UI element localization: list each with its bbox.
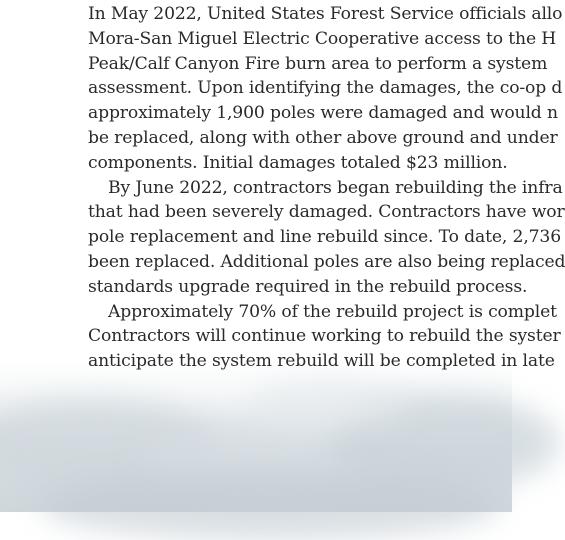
- text-line: Mora-San Miguel Electric Cooperative access to the H: [88, 28, 557, 49]
- sky-cloud: [250, 380, 410, 430]
- text-line: pole replacement and line rebuild since. To date, 2,736: [88, 227, 561, 248]
- paragraph-1: [88, 2, 563, 176]
- text-line: approximately 1,900 poles were damaged and would n: [88, 103, 558, 124]
- text-line: been replaced. Additional poles are also being replaced: [88, 251, 565, 272]
- article-body: [88, 2, 565, 374]
- text-line: Contractors will continue working to rebuild the syster: [88, 326, 561, 347]
- text-line: standards upgrade required in the rebuild process.: [88, 276, 528, 297]
- text-line: Peak/Calf Canyon Fire burn area to perform a system: [88, 53, 548, 74]
- text-line: assessment. Upon identifying the damages, the co-op d: [88, 78, 563, 99]
- text-line: Approximately 70% of the rebuild project is complet: [108, 301, 557, 322]
- paragraph-3: [88, 300, 561, 374]
- text-line: that had been severely damaged. Contractors have wor: [88, 202, 565, 223]
- text-line: anticipate the system rebuild will be completed in late: [88, 351, 555, 372]
- text-line: By June 2022, contractors began rebuilding the infra: [108, 177, 563, 198]
- text-line: components. Initial damages totaled $23 million.: [88, 152, 508, 173]
- paragraph-2: [88, 176, 565, 300]
- text-line: In May 2022, United States Forest Service officials allo: [88, 4, 563, 24]
- sky-cloud: [40, 470, 500, 540]
- text-line: be replaced, along with other above ground and under: [88, 127, 558, 148]
